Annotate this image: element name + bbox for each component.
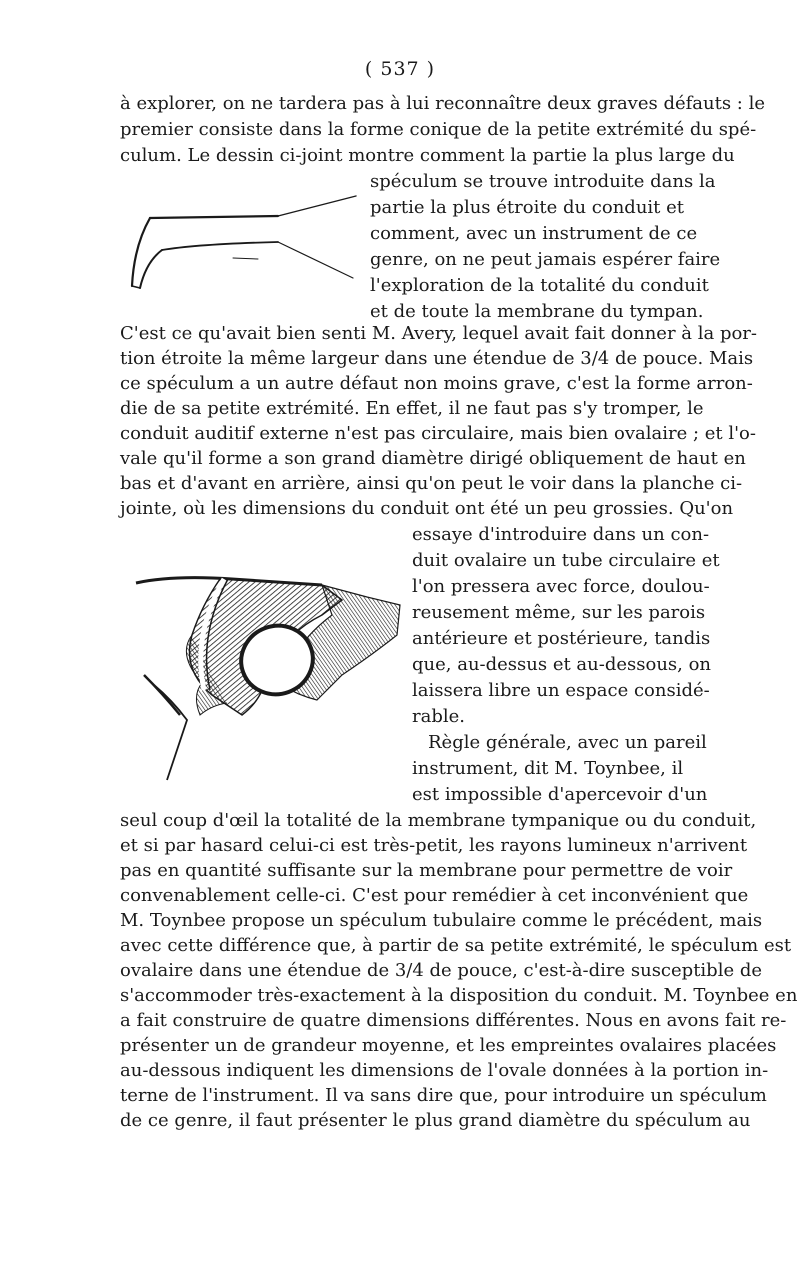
text-line: laissera libre un espace considé-: [412, 680, 710, 701]
text-line: jointe, où les dimensions du conduit ont été un peu grossies. Qu'on: [120, 498, 734, 519]
text-line: culum. Le dessin ci-joint montre comment la partie la plus large du: [120, 145, 735, 166]
text-line: duit ovalaire un tube circulaire et: [412, 550, 720, 571]
text-line: s'accommoder très-exactement à la disposition du conduit. M. Toynbee en: [120, 985, 798, 1006]
ear-canal-oval-figure: [132, 575, 404, 790]
text-line: terne de l'instrument. Il va sans dire que, pour introduire un spéculum: [120, 1085, 767, 1106]
text-line: l'on pressera avec force, doulou-: [412, 576, 710, 597]
text-line: seul coup d'œil la totalité de la membrane tympanique ou du conduit,: [120, 810, 757, 831]
text-line: ovalaire dans une étendue de 3/4 de pouce, c'est-à-dire susceptible de: [120, 960, 763, 981]
text-line: spéculum se trouve introduite dans la: [370, 171, 716, 192]
text-line: que, au-dessus et au-dessous, on: [412, 654, 712, 675]
text-line: convenablement celle-ci. C'est pour remédier à cet inconvénient que: [120, 885, 749, 906]
page-number: ( 537 ): [364, 58, 436, 80]
text-line: C'est ce qu'avait bien senti M. Avery, lequel avait fait donner à la por-: [120, 323, 757, 344]
text-line: conduit auditif externe n'est pas circulaire, mais bien ovalaire ; et l'o-: [120, 423, 756, 444]
text-line: M. Toynbee propose un spéculum tubulaire comme le précédent, mais: [120, 910, 763, 931]
text-line: tion étroite la même largeur dans une étendue de 3/4 de pouce. Mais: [120, 348, 754, 369]
text-line: partie la plus étroite du conduit et: [370, 197, 685, 218]
text-line: bas et d'avant en arrière, ainsi qu'on peut le voir dans la planche ci-: [120, 473, 743, 494]
text-line: et de toute la membrane du tympan.: [370, 301, 704, 322]
text-line: avec cette différence que, à partir de sa petite extrémité, le spéculum est: [120, 935, 792, 956]
text-line: au-dessous indiquent les dimensions de l'ovale données à la portion in-: [120, 1060, 769, 1081]
text-line: a fait construire de quatre dimensions différentes. Nous en avons fait re-: [120, 1010, 787, 1031]
text-line: ce spéculum a un autre défaut non moins grave, c'est la forme arron-: [120, 373, 753, 394]
text-line: die de sa petite extrémité. En effet, il ne faut pas s'y tromper, le: [120, 398, 704, 419]
speculum-in-canal-figure: [128, 186, 363, 296]
text-line: à explorer, on ne tardera pas à lui reconnaître deux graves défauts : le: [120, 93, 766, 114]
text-line: vale qu'il forme a son grand diamètre dirigé obliquement de haut en: [120, 448, 746, 469]
text-line: instrument, dit M. Toynbee, il: [412, 758, 684, 779]
text-line: rable.: [412, 706, 465, 727]
text-line: de ce genre, il faut présenter le plus grand diamètre du spéculum au: [120, 1110, 751, 1131]
text-line: et si par hasard celui-ci est très-petit, les rayons lumineux n'arrivent: [120, 835, 748, 856]
text-line: est impossible d'apercevoir d'un: [412, 784, 708, 805]
text-line: pas en quantité suffisante sur la membrane pour permettre de voir: [120, 860, 733, 881]
text-line: antérieure et postérieure, tandis: [412, 628, 711, 649]
text-line: Règle générale, avec un pareil: [428, 732, 707, 753]
text-line: comment, avec un instrument de ce: [370, 223, 698, 244]
text-line: premier consiste dans la forme conique de la petite extrémité du spé-: [120, 119, 757, 140]
text-line: l'exploration de la totalité du conduit: [370, 275, 709, 296]
text-line: présenter un de grandeur moyenne, et les empreintes ovalaires placées: [120, 1035, 777, 1056]
text-line: essaye d'introduire dans un con-: [412, 524, 710, 545]
text-line: reusement même, sur les parois: [412, 602, 706, 623]
text-line: genre, on ne peut jamais espérer faire: [370, 249, 721, 270]
